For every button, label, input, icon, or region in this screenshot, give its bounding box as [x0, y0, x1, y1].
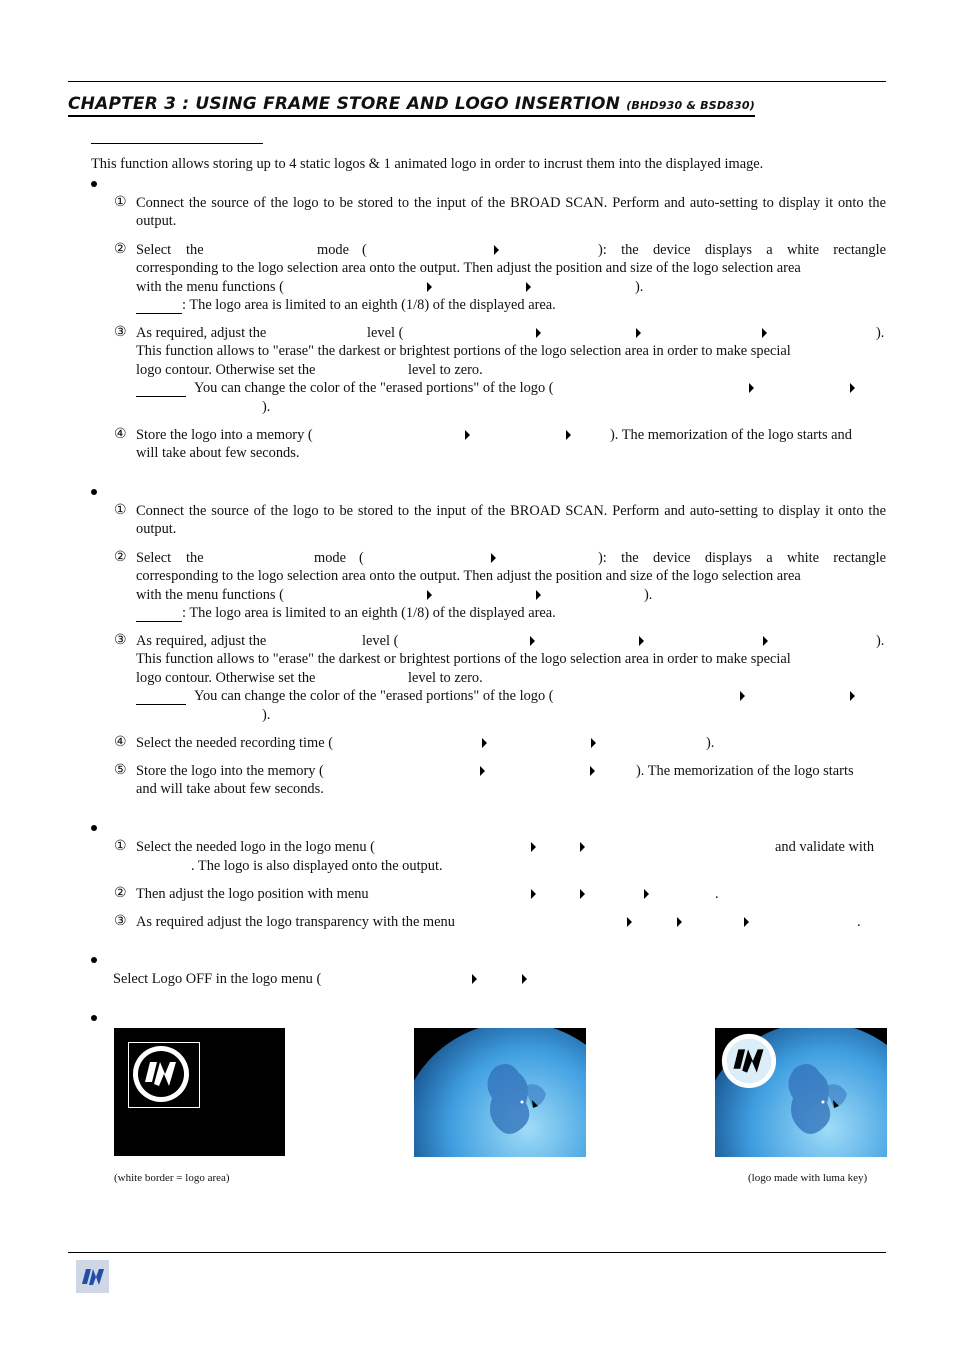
- arrow-right-icon: [749, 383, 754, 393]
- animated-step-2-the: the: [186, 550, 204, 566]
- arrow-right-icon: [763, 636, 768, 646]
- arrow-right-icon: [762, 328, 767, 338]
- display-step-2-b: .: [715, 886, 719, 902]
- arrow-right-icon: [494, 245, 499, 255]
- display-step-2-a: Then adjust the logo position with menu: [136, 886, 369, 902]
- header-rule: [68, 81, 886, 82]
- arrow-right-icon: [482, 738, 487, 748]
- animated-step-3-f: level to zero.: [408, 670, 483, 686]
- logo-off-text: Select Logo OFF in the logo menu (: [113, 971, 322, 987]
- static-step-2-paren: (: [362, 242, 367, 258]
- animated-step-3-g: You can change the color of the "erased portions" of the logo (: [194, 688, 554, 704]
- static-step-3-a: As required, adjust the: [136, 325, 267, 341]
- arrow-right-icon: [639, 636, 644, 646]
- static-step-3-h: ).: [262, 399, 271, 415]
- arrow-right-icon: [580, 889, 585, 899]
- static-step-4-b: ). The memorization of the logo starts and: [610, 427, 852, 443]
- arrow-right-icon: [591, 738, 596, 748]
- static-step-2-mode: mode: [317, 242, 349, 258]
- static-step-1: Connect the source of the logo to be stored to the input of the BROAD SCAN. Perform and auto-setting to display it onto the output.: [136, 195, 886, 230]
- animated-step-5-b: ). The memorization of the logo starts: [636, 763, 854, 779]
- sw-logo-icon: [130, 1044, 192, 1104]
- arrow-right-icon: [522, 974, 527, 984]
- intro-text: This function allows storing up to 4 static logos & 1 animated logo in order to incrust them into the displayed image.: [91, 156, 764, 172]
- animated-step-3-e: logo contour. Otherwise set the: [136, 670, 316, 686]
- step-number: ①: [114, 195, 127, 210]
- footer-rule: [68, 1252, 886, 1253]
- animated-step-3-h: ).: [262, 707, 271, 723]
- display-step-1-a: Select the needed logo in the logo menu (: [136, 839, 375, 855]
- arrow-right-icon: [580, 842, 585, 852]
- step-number: ②: [114, 550, 127, 565]
- step-number: ④: [114, 427, 127, 442]
- animated-step-3-c: ).: [876, 633, 885, 649]
- arrow-right-icon: [472, 974, 477, 984]
- display-step-3-a: As required adjust the logo transparency with the menu: [136, 914, 455, 930]
- arrow-right-icon: [465, 430, 470, 440]
- note-underline: [136, 313, 182, 314]
- animated-step-3-b: level (: [362, 633, 399, 649]
- arrow-right-icon: [536, 590, 541, 600]
- static-step-2-line3: with the menu functions (: [136, 279, 284, 295]
- animated-step-3-a: As required, adjust the: [136, 633, 267, 649]
- static-step-2-note: : The logo area is limited to an eighth (1/8) of the displayed area.: [182, 297, 556, 313]
- animated-step-5-a: Store the logo into the memory (: [136, 763, 324, 779]
- animated-step-2-select: Select: [136, 550, 172, 566]
- arrow-right-icon: [850, 691, 855, 701]
- bullet-animated-logo: [91, 489, 97, 495]
- static-step-2-line2: corresponding to the logo selection area onto the output. Then adjust the position and size of the logo selection area: [136, 260, 801, 276]
- arrow-right-icon: [427, 590, 432, 600]
- animated-step-1: Connect the source of the logo to be stored to the input of the BROAD SCAN. Perform and auto-setting to display it onto the output.: [136, 503, 886, 538]
- arrow-right-icon: [531, 842, 536, 852]
- static-step-2-rest: ): the device displays a white rectangle: [598, 242, 886, 258]
- arrow-right-icon: [566, 430, 571, 440]
- footer-logo: [76, 1260, 109, 1293]
- bullet-display-logo: [91, 825, 97, 831]
- arrow-right-icon: [526, 282, 531, 292]
- arrow-right-icon: [744, 917, 749, 927]
- animated-step-2-line3: with the menu functions (: [136, 587, 284, 603]
- chapter-title-text: CHAPTER 3 : USING FRAME STORE AND LOGO INSERTION: [68, 94, 621, 114]
- step-number: ①: [114, 839, 127, 854]
- bullet-examples: [91, 1015, 97, 1021]
- section-heading-underline: [91, 143, 263, 144]
- arrow-right-icon: [850, 383, 855, 393]
- earth-globe-icon: [414, 1028, 586, 1157]
- arrow-right-icon: [491, 553, 496, 563]
- step-number: ②: [114, 242, 127, 257]
- animated-step-3-d: This function allows to "erase" the darkest or brightest portions of the logo selection area in order to make special: [136, 651, 791, 667]
- display-step-3-b: .: [857, 914, 861, 930]
- step-number: ⑤: [114, 763, 127, 778]
- note-underline: [136, 621, 182, 622]
- arrow-right-icon: [480, 766, 485, 776]
- animated-step-2-rest: ): the device displays a white rectangle: [598, 550, 886, 566]
- animated-step-5-c: and will take about few seconds.: [136, 781, 324, 797]
- static-step-3-d: This function allows to "erase" the darkest or brightest portions of the logo selection area in order to make special: [136, 343, 791, 359]
- caption-right: (logo made with luma key): [748, 1172, 868, 1184]
- static-step-3-e: logo contour. Otherwise set the: [136, 362, 316, 378]
- step-number: ③: [114, 914, 127, 929]
- animated-step-2-mode: mode: [314, 550, 346, 566]
- chapter-title: [68, 94, 755, 117]
- step-number: ④: [114, 735, 127, 750]
- sw-logo-icon: [719, 1031, 779, 1091]
- arrow-right-icon: [636, 328, 641, 338]
- step-number: ②: [114, 886, 127, 901]
- display-step-1-b: and validate with: [775, 839, 875, 855]
- arrow-right-icon: [677, 917, 682, 927]
- logo-area-example-image: [114, 1028, 285, 1156]
- animated-step-2-line2: corresponding to the logo selection area onto the output. Then adjust the position and size of the logo selection area: [136, 568, 801, 584]
- step-number: ③: [114, 325, 127, 340]
- static-step-3-c: ).: [876, 325, 885, 341]
- animated-step-2-note: : The logo area is limited to an eighth (1/8) of the displayed area.: [182, 605, 556, 621]
- static-step-2-close: ).: [635, 279, 644, 295]
- bullet-logo-off: [91, 957, 97, 963]
- arrow-right-icon: [536, 328, 541, 338]
- static-step-2-the: the: [186, 242, 204, 258]
- arrow-right-icon: [590, 766, 595, 776]
- arrow-right-icon: [644, 889, 649, 899]
- static-step-3-b: level (: [367, 325, 404, 341]
- animated-step-4-a: Select the needed recording time (: [136, 735, 333, 751]
- arrow-right-icon: [531, 889, 536, 899]
- animated-step-2-close: ).: [644, 587, 653, 603]
- static-step-3-g: You can change the color of the "erased portions" of the logo (: [194, 380, 554, 396]
- arrow-right-icon: [530, 636, 535, 646]
- arrow-right-icon: [627, 917, 632, 927]
- earth-with-logo-image: [715, 1028, 887, 1157]
- step-number: ①: [114, 503, 127, 518]
- display-step-1-c: . The logo is also displayed onto the output.: [191, 858, 443, 874]
- static-step-3-f: level to zero.: [408, 362, 483, 378]
- animated-step-2-paren: (: [359, 550, 364, 566]
- caption-left: (white border = logo area): [114, 1172, 230, 1184]
- arrow-right-icon: [740, 691, 745, 701]
- bullet-static-logo: [91, 181, 97, 187]
- note-underline: [136, 396, 186, 397]
- step-number: ③: [114, 633, 127, 648]
- static-step-4-a: Store the logo into a memory (: [136, 427, 313, 443]
- chapter-models: (BHD930 & BSD830): [626, 99, 755, 112]
- static-step-4-c: will take about few seconds.: [136, 445, 300, 461]
- earth-background-image: [414, 1028, 586, 1157]
- note-underline: [136, 704, 186, 705]
- animated-step-4-b: ).: [706, 735, 715, 751]
- static-step-2-select: Select: [136, 242, 172, 258]
- arrow-right-icon: [427, 282, 432, 292]
- sw-logo-icon: [76, 1260, 109, 1293]
